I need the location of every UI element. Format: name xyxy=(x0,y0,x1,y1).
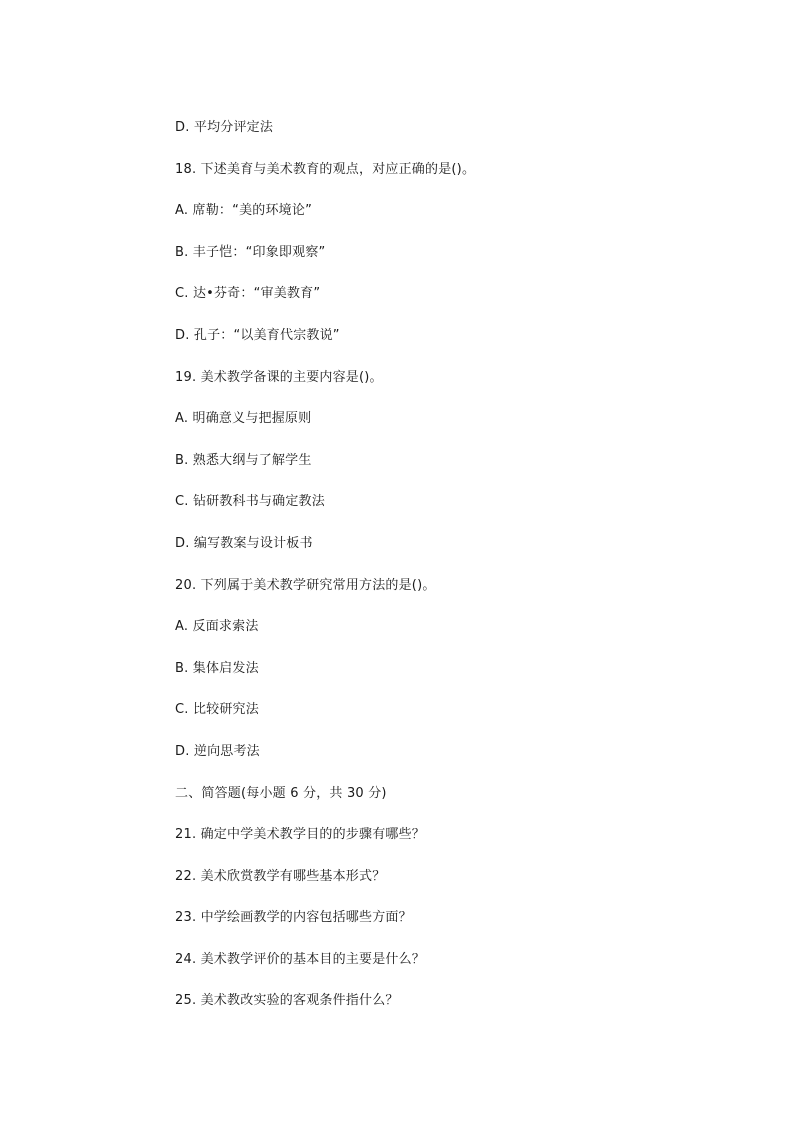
question-21: 21. 确定中学美术教学目的的步骤有哪些？ xyxy=(175,827,426,843)
option-18d: D. 孔子：“以美育代宗教说” xyxy=(175,327,340,343)
option-19d: D. 编写教案与设计板书 xyxy=(175,535,313,551)
question-23: 23. 中学绘画教学的内容包括哪些方面？ xyxy=(175,910,412,926)
option-18a: A. 席勒：“美的环境论” xyxy=(175,203,312,219)
question-24: 24. 美术教学评价的基本目的主要是什么？ xyxy=(175,951,426,967)
option-20c: C. 比较研究法 xyxy=(175,702,259,718)
option-19a: A. 明确意义与把握原则 xyxy=(175,411,312,427)
option-17d: D. 平均分评定法 xyxy=(175,120,274,135)
question-22: 22. 美术欣赏教学有哪些基本形式？ xyxy=(175,868,386,884)
option-19c: C. 钻研教科书与确定教法 xyxy=(175,494,325,510)
option-20d: D. 逆向思考法 xyxy=(175,743,260,759)
question-20: 20. 下列属于美术教学研究常用方法的是()。 xyxy=(175,577,436,593)
question-25: 25. 美术教改实验的客观条件指什么？ xyxy=(175,993,399,1009)
text-body xyxy=(175,118,735,1033)
section-heading-short-answer: 二、简答题(每小题 6 分，共 30 分) xyxy=(175,785,387,801)
option-20a: A. 反面求索法 xyxy=(175,619,259,635)
option-19b: B. 熟悉大纲与了解学生 xyxy=(175,452,312,468)
option-18b: B. 丰子恺：“印象即观察” xyxy=(175,244,326,260)
question-19: 19. 美术教学备课的主要内容是()。 xyxy=(175,369,383,385)
option-20b: B. 集体启发法 xyxy=(175,660,259,676)
option-18c: C. 达•芬奇：“审美教育” xyxy=(175,286,321,302)
question-18: 18. 下述美育与美术教育的观点，对应正确的是()。 xyxy=(175,161,476,177)
